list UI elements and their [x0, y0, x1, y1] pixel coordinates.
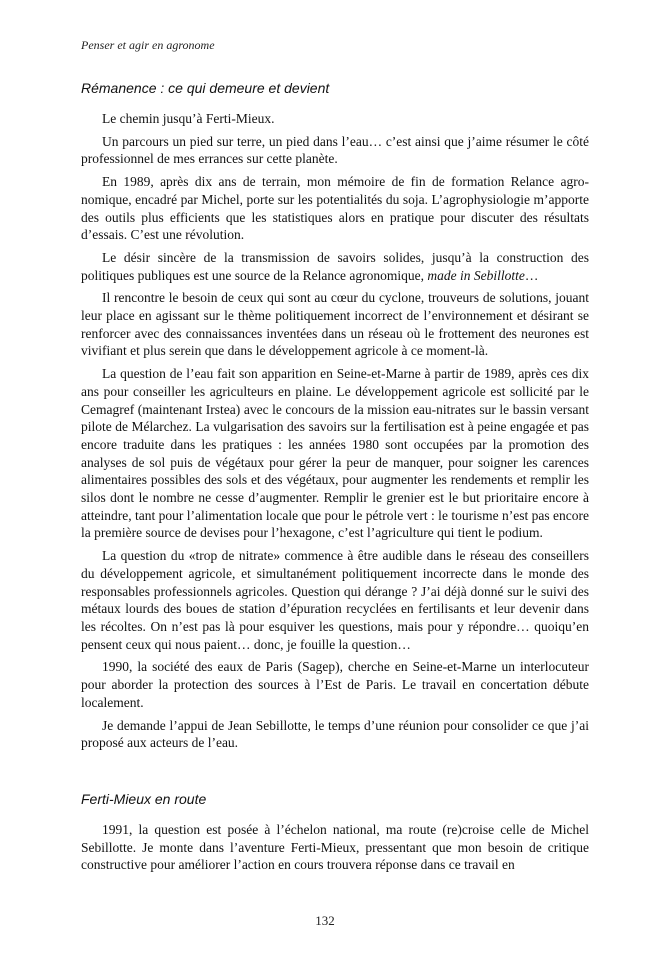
paragraph: Je demande l’appui de Jean Sebillotte, le temps d’une réunion pour consolider ce que j’ai proposé aux acteurs de l’eau. [81, 717, 589, 751]
paragraph [81, 249, 589, 284]
running-header: Penser et agir en agronome [81, 38, 215, 52]
section-title-ferti-mieux: Ferti-Mieux en route [81, 791, 207, 807]
italic-phrase: made in Sebillotte [427, 267, 525, 283]
ellipsis: … [524, 267, 539, 283]
paragraph: 1990, la société des eaux de Paris (Sagep), cherche en Seine-et-Marne un interlocuteur pour aborder la protection des sources à l’Est de Paris. Le travail en concertation débute localement. [81, 659, 589, 710]
paragraph-text: Le désir sincère de la transmission de savoirs solides, jusqu’à la construction des politiques publiques est une source de la Relance agronomique, [81, 249, 589, 283]
section-body-ferti-mieux [81, 821, 589, 879]
paragraph: Le chemin jusqu’à Ferti-Mieux. [102, 111, 275, 126]
section-body-remanence [81, 110, 589, 757]
paragraph: Il rencontre le besoin de ceux qui sont au cœur du cyclone, trouveurs de solutions, jouant leur place en agissant sur le thème politiquement incorrect de l’environnement et désirant se renforcer avec des connaissances inventées dans un réseau où le frottement des neurones est vivifiant et plus serein que dans le développement agricole à ce moment-là. [81, 290, 589, 359]
paragraph: 1991, la question est posée à l’échelon national, ma route (re)croise celle de Michel Sebillotte. Je monte dans l’aventure Ferti-Mieux, pressentant que mon besoin de critique constructive pour améliorer l’action en cours trouvera réponse dans ce travail en [81, 822, 589, 873]
page-number: 132 [315, 913, 335, 928]
paragraph: La question du «trop de nitrate» commence à être audible dans le réseau des conseillers du développement agricole, et simultanément politiquement incorrecte dans le monde des responsables professionnels agricoles. Question qui dérange ? J’ai déjà donné sur le suivi des métaux lourds des boues de station d’épuration recyclées en fertilisants et leur devenir dans les récoltes. On n’est pas là pour esquiver les questions, mais pour y répondre… quoiqu’en pensent ceux qui nous paient… donc, je fouille la question… [81, 548, 589, 652]
paragraph: En 1989, après dix ans de terrain, mon mémoire de fin de formation Relance agronomique, encadré par Michel, porte sur les potentialités du soja. L’agrophysiologie m’apporte des outils plus efficients que les statistiques alors en pratique pour discuter des résultats d’essais. C’est une révolution. [81, 174, 589, 243]
paragraph: Un parcours un pied sur terre, un pied dans l’eau… c’est ainsi que j’aime résumer le côté professionnel de mes errances sur cette planète. [81, 133, 589, 167]
section-title-remanence: Rémanence : ce qui demeure et devient [81, 80, 330, 96]
paragraph: La question de l’eau fait son apparition en Seine-et-Marne à partir de 1989, après ces dix ans pour conseiller les agriculteurs en plaine. Le développement agricole est sollicité par le Cemagref (maintenant Irstea) avec le concours de la mission eau-nitrates sur le bassin versant pilote de Mélarchez. La vulgarisation des savoirs sur la fertilisation est à peine engagée et pas encore traduite dans les pratiques : les années 1980 sont occupées par la promotion des analyses de sol puis de végétaux pour gérer la peur de manquer, pour soigner les carences alimentaires possibles des sols et des végétaux, pour augmenter les rendements et remplir les silos dont le nombre ne cesse d’augmenter. Remplir le grenier est le but prioritaire encore à atteindre, tant pour l’alimentation locale que pour le pétrole vert : le tourisme n’est pas encore la première source de devises pour l’hexagone, c’est l’agriculture qui tient le podium. [81, 366, 589, 541]
